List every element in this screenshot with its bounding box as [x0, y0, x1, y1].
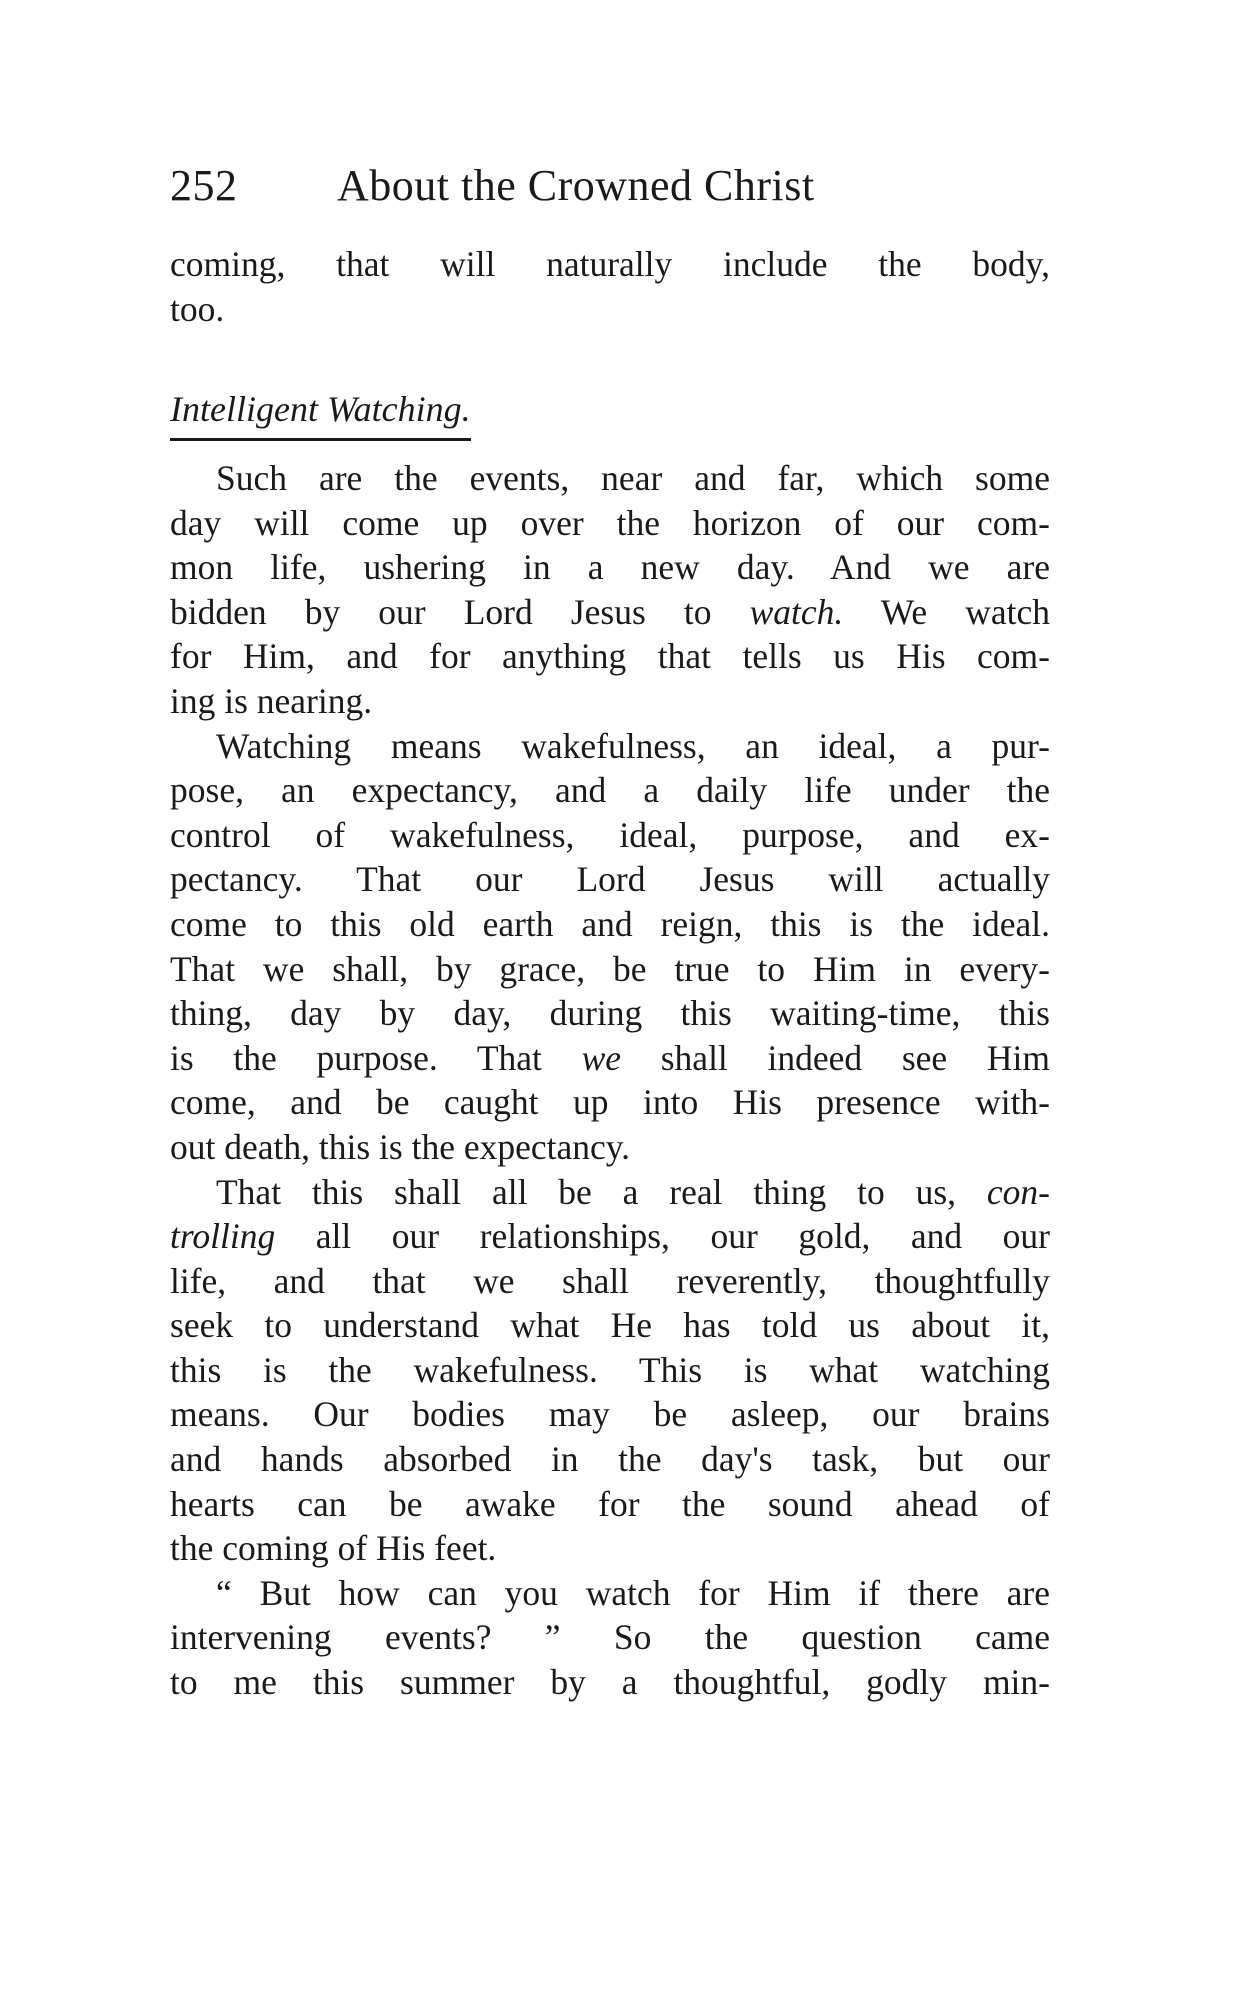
text-line: ing is nearing. — [170, 680, 373, 721]
text-line: control of wakefulness, ideal, purpose, and ex- — [170, 814, 1050, 855]
text-line: day will come up over the horizon of our com- — [170, 502, 1050, 543]
text-run: We watch — [843, 591, 1050, 632]
text-line: Watching means wakefulness, an ideal, a pur- — [216, 725, 1050, 766]
text-line: and hands absorbed in the day's task, but our — [170, 1439, 1050, 1480]
text-line: means. Our bodies may be asleep, our brains — [170, 1394, 1050, 1435]
text-line: hearts can be awake for the sound ahead of — [170, 1483, 1050, 1524]
text-line: mon life, ushering in a new day. And we are — [170, 547, 1050, 588]
text-line — [170, 1170, 1050, 1215]
text-line: “ But how can you watch for Him if there are — [216, 1572, 1050, 1613]
text-line: come, and be caught up into His presence with- — [170, 1082, 1050, 1123]
page-number: 252 — [170, 161, 238, 210]
text-line: to me this summer by a thoughtful, godly min- — [170, 1662, 1050, 1703]
emphasis: we — [581, 1037, 622, 1078]
text-line: too. — [170, 288, 225, 329]
emphasis: trolling — [170, 1216, 276, 1257]
text-line: pose, an expectancy, and a daily life under the — [170, 770, 1050, 811]
section-heading: Intelligent Watching. — [170, 384, 471, 441]
text-line — [170, 1214, 1050, 1259]
text-line: pectancy. That our Lord Jesus will actually — [170, 859, 1050, 900]
text-line: this is the wakefulness. This is what watching — [170, 1349, 1050, 1390]
text-line: out death, this is the expectancy. — [170, 1126, 631, 1167]
text-line: That we shall, by grace, be true to Him in every- — [170, 948, 1050, 989]
emphasis: watch. — [749, 591, 844, 632]
text-run: all our relationships, our gold, and our — [275, 1216, 1050, 1257]
running-head — [170, 158, 1052, 214]
text-line: life, and that we shall reverently, thoughtfully — [170, 1260, 1050, 1301]
text-line: intervening events? ” So the question came — [170, 1617, 1050, 1658]
text-run: That this shall all be a real thing to us, — [216, 1171, 987, 1212]
text-line — [170, 1036, 1050, 1081]
text-line: for Him, and for anything that tells us His com- — [170, 636, 1050, 677]
text-run: bidden by our Lord Jesus to — [170, 591, 750, 632]
text-run: is the purpose. That — [170, 1037, 582, 1078]
book-title: About the Crowned Christ — [337, 161, 815, 210]
continuation-text — [170, 242, 1050, 331]
text-line: coming, that will naturally include the body, — [170, 244, 1050, 284]
text-line: thing, day by day, during this waiting-time, this — [170, 993, 1050, 1034]
body-text — [170, 456, 1050, 1705]
text-line: seek to understand what He has told us about it, — [170, 1305, 1050, 1346]
text-run: shall indeed see Him — [621, 1037, 1050, 1078]
text-line — [170, 590, 1050, 635]
text-line: Such are the events, near and far, which some — [216, 458, 1050, 498]
emphasis: con- — [986, 1171, 1050, 1212]
text-line: come to this old earth and reign, this is the ideal. — [170, 903, 1050, 944]
text-line: the coming of His feet. — [170, 1528, 497, 1569]
